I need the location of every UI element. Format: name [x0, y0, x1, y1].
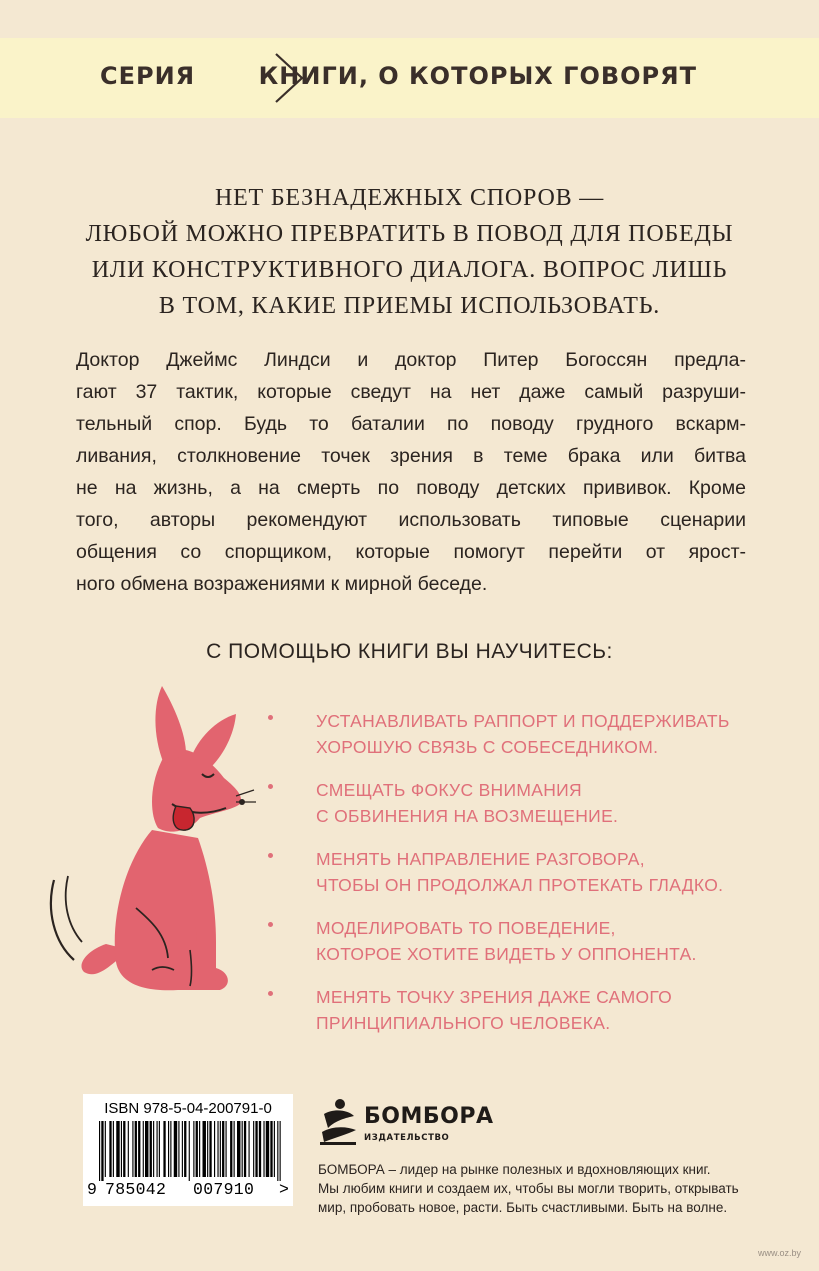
barcode-bar [128, 1121, 129, 1177]
barcode-bar [157, 1121, 158, 1177]
barcode-bar [266, 1121, 269, 1177]
benefit-text [316, 846, 788, 898]
barcode-bar [153, 1121, 154, 1177]
benefit-text [316, 708, 788, 760]
barcode-bar [163, 1121, 165, 1177]
blurb-line: мир, пробовать новое, расти. Быть счастливыми. Быть на волне. [318, 1200, 728, 1215]
benefit-text [316, 915, 788, 967]
barcode-bar [230, 1121, 232, 1177]
list-item [268, 915, 788, 967]
barcode-bar [123, 1121, 125, 1177]
series-label: СЕРИЯ [100, 62, 196, 90]
list-item [268, 984, 788, 1036]
barcode-bar [220, 1121, 221, 1177]
headline-line: В ТОМ, КАКИЕ ПРИЕМЫ ИСПОЛЬЗОВАТЬ. [158, 293, 661, 319]
description-line: того, авторы рекомендуют использовать типовые сценарии [76, 509, 746, 531]
barcode-bar [280, 1121, 281, 1181]
benefit-line: ХОРОШУЮ СВЯЗЬ С СОБЕСЕДНИКОМ. [316, 737, 659, 757]
benefit-line: ПРИНЦИПИАЛЬНОГО ЧЕЛОВЕКА. [316, 1013, 611, 1033]
barcode-bar [109, 1121, 111, 1177]
benefit-line: МОДЕЛИРОВАТЬ ТО ПОВЕДЕНИЕ, [316, 918, 616, 938]
barcode-bar [99, 1121, 100, 1181]
barcode-bar [253, 1121, 254, 1177]
barcode-bar [203, 1121, 206, 1177]
barcode-bar [143, 1121, 144, 1177]
barcode-bar [244, 1121, 246, 1177]
barcode-bar [184, 1121, 186, 1177]
headline [40, 180, 779, 324]
barcode-bar [249, 1121, 250, 1177]
barcode-bar [189, 1121, 190, 1181]
barcode-bar [259, 1121, 261, 1177]
benefit-text [316, 984, 788, 1036]
barcode-bar [113, 1121, 114, 1177]
learn-heading: С ПОМОЩЬЮ КНИГИ ВЫ НАУЧИТЕСЬ: [206, 640, 613, 663]
description-line: ливания, столкновение точек зрения в теме брака или битва [76, 445, 746, 467]
barcode-bar [193, 1121, 194, 1177]
list-item [268, 777, 788, 829]
barcode-right-group: 007910 [193, 1180, 255, 1199]
benefit-line: СМЕЩАТЬ ФОКУС ВНИМАНИЯ [316, 780, 582, 800]
description-line: общения со спорщиком, которые помогут перейти от ярост- [76, 541, 746, 563]
barcode-left-group: 785042 [105, 1180, 167, 1199]
blurb-line: БОМБОРА – лидер на рынке полезных и вдохновляющих книг. [318, 1162, 711, 1177]
benefit-line: ЧТОБЫ ОН ПРОДОЛЖАЛ ПРОТЕКАТЬ ГЛАДКО. [316, 875, 724, 895]
barcode-bar [217, 1121, 218, 1177]
barcode-bar [222, 1121, 224, 1177]
barcode-bar [101, 1121, 103, 1181]
benefit-line: УСТАНАВЛИВАТЬ РАППОРТ И ПОДДЕРЖИВАТЬ [316, 711, 730, 731]
barcode-bar [132, 1121, 133, 1177]
barcode-bar [168, 1121, 169, 1177]
watermark: www.oz.by [758, 1248, 802, 1258]
barcode-bar [121, 1121, 122, 1177]
isbn-text: ISBN 978-5-04-200791-0 [104, 1100, 272, 1117]
benefits-list [268, 708, 788, 1053]
list-item [268, 708, 788, 760]
description-line: не на жизнь, а на смерть по поводу детских прививок. Кроме [76, 477, 746, 499]
barcode-bar [116, 1121, 119, 1177]
barcode-image [99, 1121, 282, 1181]
description-line: тельный спор. Будь то баталии по поводу грудного вскарм- [76, 413, 746, 435]
barcode-bar [145, 1121, 148, 1177]
description-line: гают 37 тактик, которые сведут на нет даже самый разруши- [76, 381, 746, 403]
headline-line: НЕТ БЕЗНАДЕЖНЫХ СПОРОВ — [214, 185, 605, 211]
barcode-bar [170, 1121, 171, 1177]
barcode-bar [263, 1121, 264, 1177]
description [76, 344, 746, 600]
barcode-bar [159, 1121, 160, 1177]
barcode-bar [135, 1121, 137, 1177]
barcode-block [83, 1094, 293, 1206]
benefit-line: С ОБВИНЕНИЯ НА ВОЗМЕЩЕНИЕ. [316, 806, 619, 826]
dog-illustration [40, 680, 280, 1010]
barcode-bar [255, 1121, 257, 1177]
benefit-line: КОТОРОЕ ХОТИТЕ ВИДЕТЬ У ОППОНЕНТА. [316, 944, 697, 964]
bullet-icon [268, 784, 273, 789]
bullet-icon [268, 991, 273, 996]
benefit-line: МЕНЯТЬ НАПРАВЛЕНИЕ РАЗГОВОРА, [316, 849, 645, 869]
description-line: ного обмена возражениями к мирной беседе. [76, 573, 488, 595]
barcode-bar [234, 1121, 235, 1177]
list-item [268, 846, 788, 898]
barcode-bar [274, 1121, 275, 1177]
description-line: Доктор Джеймс Линдси и доктор Питер Богоссян предла- [76, 349, 746, 371]
bombora-logo-icon [318, 1098, 358, 1146]
barcode-bar [196, 1121, 198, 1177]
barcode-marker: > [279, 1180, 290, 1199]
barcode-bar [270, 1121, 272, 1177]
bullet-icon [268, 715, 273, 720]
barcode-bar [209, 1121, 211, 1177]
publisher-blurb [318, 1160, 748, 1217]
barcode-bar [199, 1121, 200, 1177]
barcode-first-digit: 9 [87, 1180, 98, 1199]
series-name: КНИГИ, О КОТОРЫХ ГОВОРЯТ [258, 62, 697, 90]
barcode-bar [214, 1121, 215, 1177]
barcode-bar [182, 1121, 183, 1177]
barcode-bar [207, 1121, 208, 1177]
publisher-name: БОМБОРА [364, 1104, 494, 1129]
publisher-subtitle: ИЗДАТЕЛЬСТВО [364, 1133, 450, 1143]
bullet-icon [268, 922, 273, 927]
barcode-bar [150, 1121, 152, 1177]
barcode-bar [226, 1121, 227, 1177]
barcode-bar [237, 1121, 240, 1177]
barcode-bar [105, 1121, 106, 1177]
barcode-bar [138, 1121, 140, 1177]
headline-line: ИЛИ КОНСТРУКТИВНОГО ДИАЛОГА. ВОПРОС ЛИШЬ [91, 257, 728, 283]
benefit-line: МЕНЯТЬ ТОЧКУ ЗРЕНИЯ ДАЖЕ САМОГО [316, 987, 673, 1007]
headline-line: ЛЮБОЙ МОЖНО ПРЕВРАТИТЬ В ПОВОД ДЛЯ ПОБЕДЫ [85, 221, 734, 247]
blurb-line: Мы любим книги и создаем их, чтобы вы могли творить, открывать [318, 1181, 739, 1196]
barcode-bar [277, 1121, 278, 1181]
series-bar [0, 38, 819, 118]
barcode-bar [178, 1121, 179, 1177]
barcode-bar [242, 1121, 243, 1177]
bullet-icon [268, 853, 273, 858]
barcode-bar [174, 1121, 177, 1177]
benefit-text [316, 777, 788, 829]
